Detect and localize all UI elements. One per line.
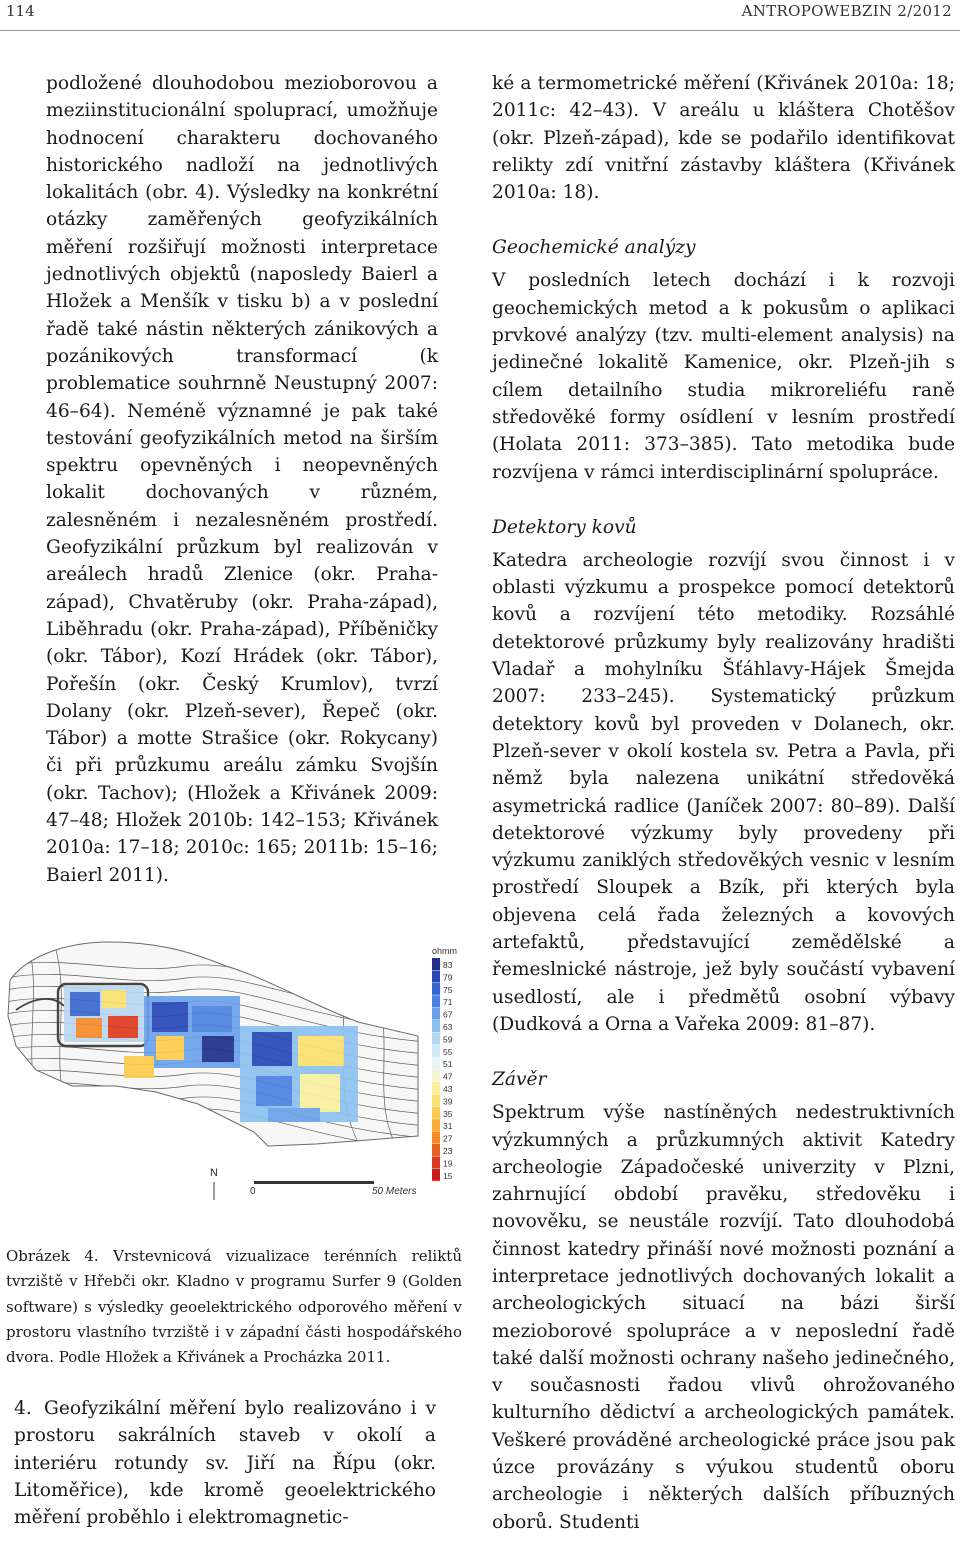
svg-text:N: N [210, 1167, 218, 1179]
legend-value: 23 [443, 1146, 453, 1156]
legend [432, 946, 457, 1181]
legend-value: 83 [443, 960, 453, 970]
body-paragraph: podložené dlouhodobou mezioborovou a meziinstitucionální spoluprací, umožňuje hodnocení charakteru dochovaného historického nadloží na jednotlivých lokalitách (obr. 4). Výsledky na konkrétní otázky zaměřených geofyzikálních měření rozšiřují možnosti interpretace jednotlivých objektů (naposledy Baierl a Hložek a Menšík v tisku b) a v poslední řadě také nástin některých zánikových a pozánikových transformací (k problematice souhrnně Neustupný 2007: 46–64). Neméně významné je pak také testování geofyzikálních metod na širším spektru opevněných i neopevněných lokalit dochovaných v různém, zalesněném i nezalesněném prostředí. Geofyzikální průzkum byl realizován v areálech hradů Zlenice (okr. Praha-západ), Chvatěruby (okr. Praha-západ), Liběhradu (okr. Praha-západ), Příběničky (okr. Tábor), Kozí Hrádek (okr. Tábor), Pořešín (okr. Český Krumlov), tvrzí Dolany (okr. Plzeň-sever), Řepeč (okr. Tábor) a motte Strašice (okr. Rokycany) či při průzkumu areálu zámku Svojšín (okr. Tachov); (Hložek a Křivánek 2009: 47–48; Hložek 2010b: 142–153; Křivánek 2010a: 17–18; 2010c: 165; 2011b: 15–16; Baierl 2011). [46, 73, 438, 886]
legend-swatch [432, 1032, 440, 1044]
caption-text: Obrázek 4. Vrstevnicová vizualizace terénních reliktů tvrziště v Hřebči okr. Kladno v programu Surfer 9 (Golden software) s výsledky geoelektrického odporového měření v prostoru vlastního tvrziště i v západní části hospodářského dvora. Podle Hložek a Křivánek a Procházka 2011. [6, 1247, 462, 1367]
north-arrow [210, 1167, 218, 1200]
section-heading-geochemistry: Geochemické analýzy [492, 237, 696, 259]
legend-swatch [432, 1057, 440, 1069]
section-text-metal-detectors: Katedra archeologie rozvíjí svou činnost i v oblasti výzkumu a prospekce pomocí detektorů kovů a rozvíjení této metodiky. Rozsáhlé detektorové průzkumy byly realizovány hradišti Vladař a mohylníku Šťáhlavy-Hájek Šmejda 2007: 233–245). Systematický průzkum detektory kovů byl proveden v Dolanech, okr. Plzeň-sever v okolí kostela sv. Petra a Pavla, při němž byla nalezena unikátní středověká asymetrická radlice (Janíček 2007: 80–89). Další detektorové výzkumy byly provedeny při výzkumu zaniklých středověkých vesnic v lesním prostředí Sloupek a Bzík, při kterých byla objevena celá řada železných a kovových artefaktů, představující zemědělské a řemeslnické nástroje, jež byly součástí vybavení usedlostí, ale i předmětů osobní výbavy (Dudková a Orna a Vařeka 2009: 81–87). [492, 549, 955, 1035]
legend-value: 59 [443, 1034, 453, 1045]
legend-value: 31 [443, 1121, 453, 1132]
right-column [492, 70, 955, 1564]
section-heading-metal-detectors: Detektory kovů [492, 516, 637, 538]
svg-text:0: 0 [250, 1186, 256, 1197]
section-text-geochemistry: V posledních letech dochází i k rozvoji geochemických metod a k pokusům o aplikaci prvkové analýzy (tzv. multi-element analysis) na jedinečné lokalitě Kamenice, okr. Plzeň-jih s cílem detailního studia mikroreliéfu raně středověké formy osídlení v lesním prostředí (Holata 2011: 373–385). Tato metodika bude rozvíjena v rámci interdisciplinární spolupráce. [492, 270, 955, 483]
legend-value: 47 [443, 1071, 453, 1082]
footnote-number: 4. [14, 1398, 32, 1419]
legend-swatch [432, 1094, 440, 1106]
legend-swatch [432, 1107, 440, 1119]
legend-swatch [432, 983, 440, 995]
legend-swatch [432, 1020, 440, 1032]
legend-swatch [432, 1169, 440, 1181]
legend-value: 15 [443, 1170, 453, 1181]
legend-value: 39 [443, 1096, 453, 1107]
legend-value: 51 [443, 1059, 453, 1070]
legend-value: 79 [443, 972, 453, 983]
legend-swatch [432, 1132, 440, 1144]
legend-swatch [432, 1156, 440, 1168]
legend-value: 63 [443, 1022, 453, 1032]
legend-value: 67 [443, 1009, 453, 1020]
legend-swatch [432, 995, 440, 1007]
scale-bar [250, 1181, 416, 1197]
legend-swatch [432, 1070, 440, 1082]
legend-value: 27 [443, 1133, 453, 1144]
legend-value: 71 [443, 997, 453, 1008]
left-column [46, 70, 438, 889]
legend-unit: ohmm [432, 946, 458, 956]
legend-value: 43 [443, 1084, 453, 1094]
footnote [14, 1395, 436, 1531]
legend-value: 19 [443, 1158, 453, 1169]
contour-map [6, 936, 426, 1156]
legend-swatch [432, 1119, 440, 1131]
legend-swatch [432, 1082, 440, 1094]
section-heading-conclusion: Závěr [492, 1069, 547, 1091]
legend-value: 35 [443, 1108, 453, 1119]
running-header [0, 0, 960, 31]
section-text-conclusion: Spektrum výše nastíněných nedestruktivních výzkumných a průzkumných aktivit Katedry archeologie Západočeské univerzity v Plzni, zahrnující období pravěku, středověku i novověku, se neustále rozvíjí. Tato dlouhodobá činnost katedry přináší nové možnosti poznání a interpretace jednotlivých dochovaných lokalit a archeologických situací na bázi širší mezioborové spolupráce a v neposlední řadě také další možnosti ochrany našeho jedinečného, v současnosti řadou vlivů ohrožovaného kulturního dědictví a archeologických památek. Veškeré prováděné archeologické práce jsou pak úzce provázány s výukou studentů oboru archeologie i některých dalších příbuzných oborů. Studenti [492, 1102, 955, 1533]
svg-text:50 Meters: 50 Meters [372, 1186, 417, 1197]
intro-paragraph: ké a termometrické měření (Křivánek 2010a: 18; 2011c: 42–43). V areálu u kláštera Chotěšov (okr. Plzeň-západ), kde se podařilo identifikovat relikty zdí vnitřní zástavby kláštera (Křivánek 2010a: 18). [492, 73, 955, 204]
legend-swatch [432, 1144, 440, 1156]
journal-title: ANTROPOWEBZIN 2/2012 [741, 2, 952, 20]
page-number: 114 [6, 2, 35, 20]
legend-value: 75 [443, 984, 453, 995]
legend-swatch [432, 1045, 440, 1057]
legend-swatch [432, 1008, 440, 1020]
legend-swatch [432, 970, 440, 982]
footnote-text: Geofyzikální měření bylo realizováno i v prostoru sakrálních staveb v okolí a interiéru rotundy sv. Jiří na Řípu (okr. Litoměřice), kde kromě geoelektrického měření proběhlo i elektromagnetic- [14, 1398, 436, 1529]
figure-caption [6, 1244, 462, 1370]
legend-swatch [432, 958, 440, 970]
legend-value: 55 [443, 1046, 453, 1057]
figure-4 [6, 936, 458, 1204]
